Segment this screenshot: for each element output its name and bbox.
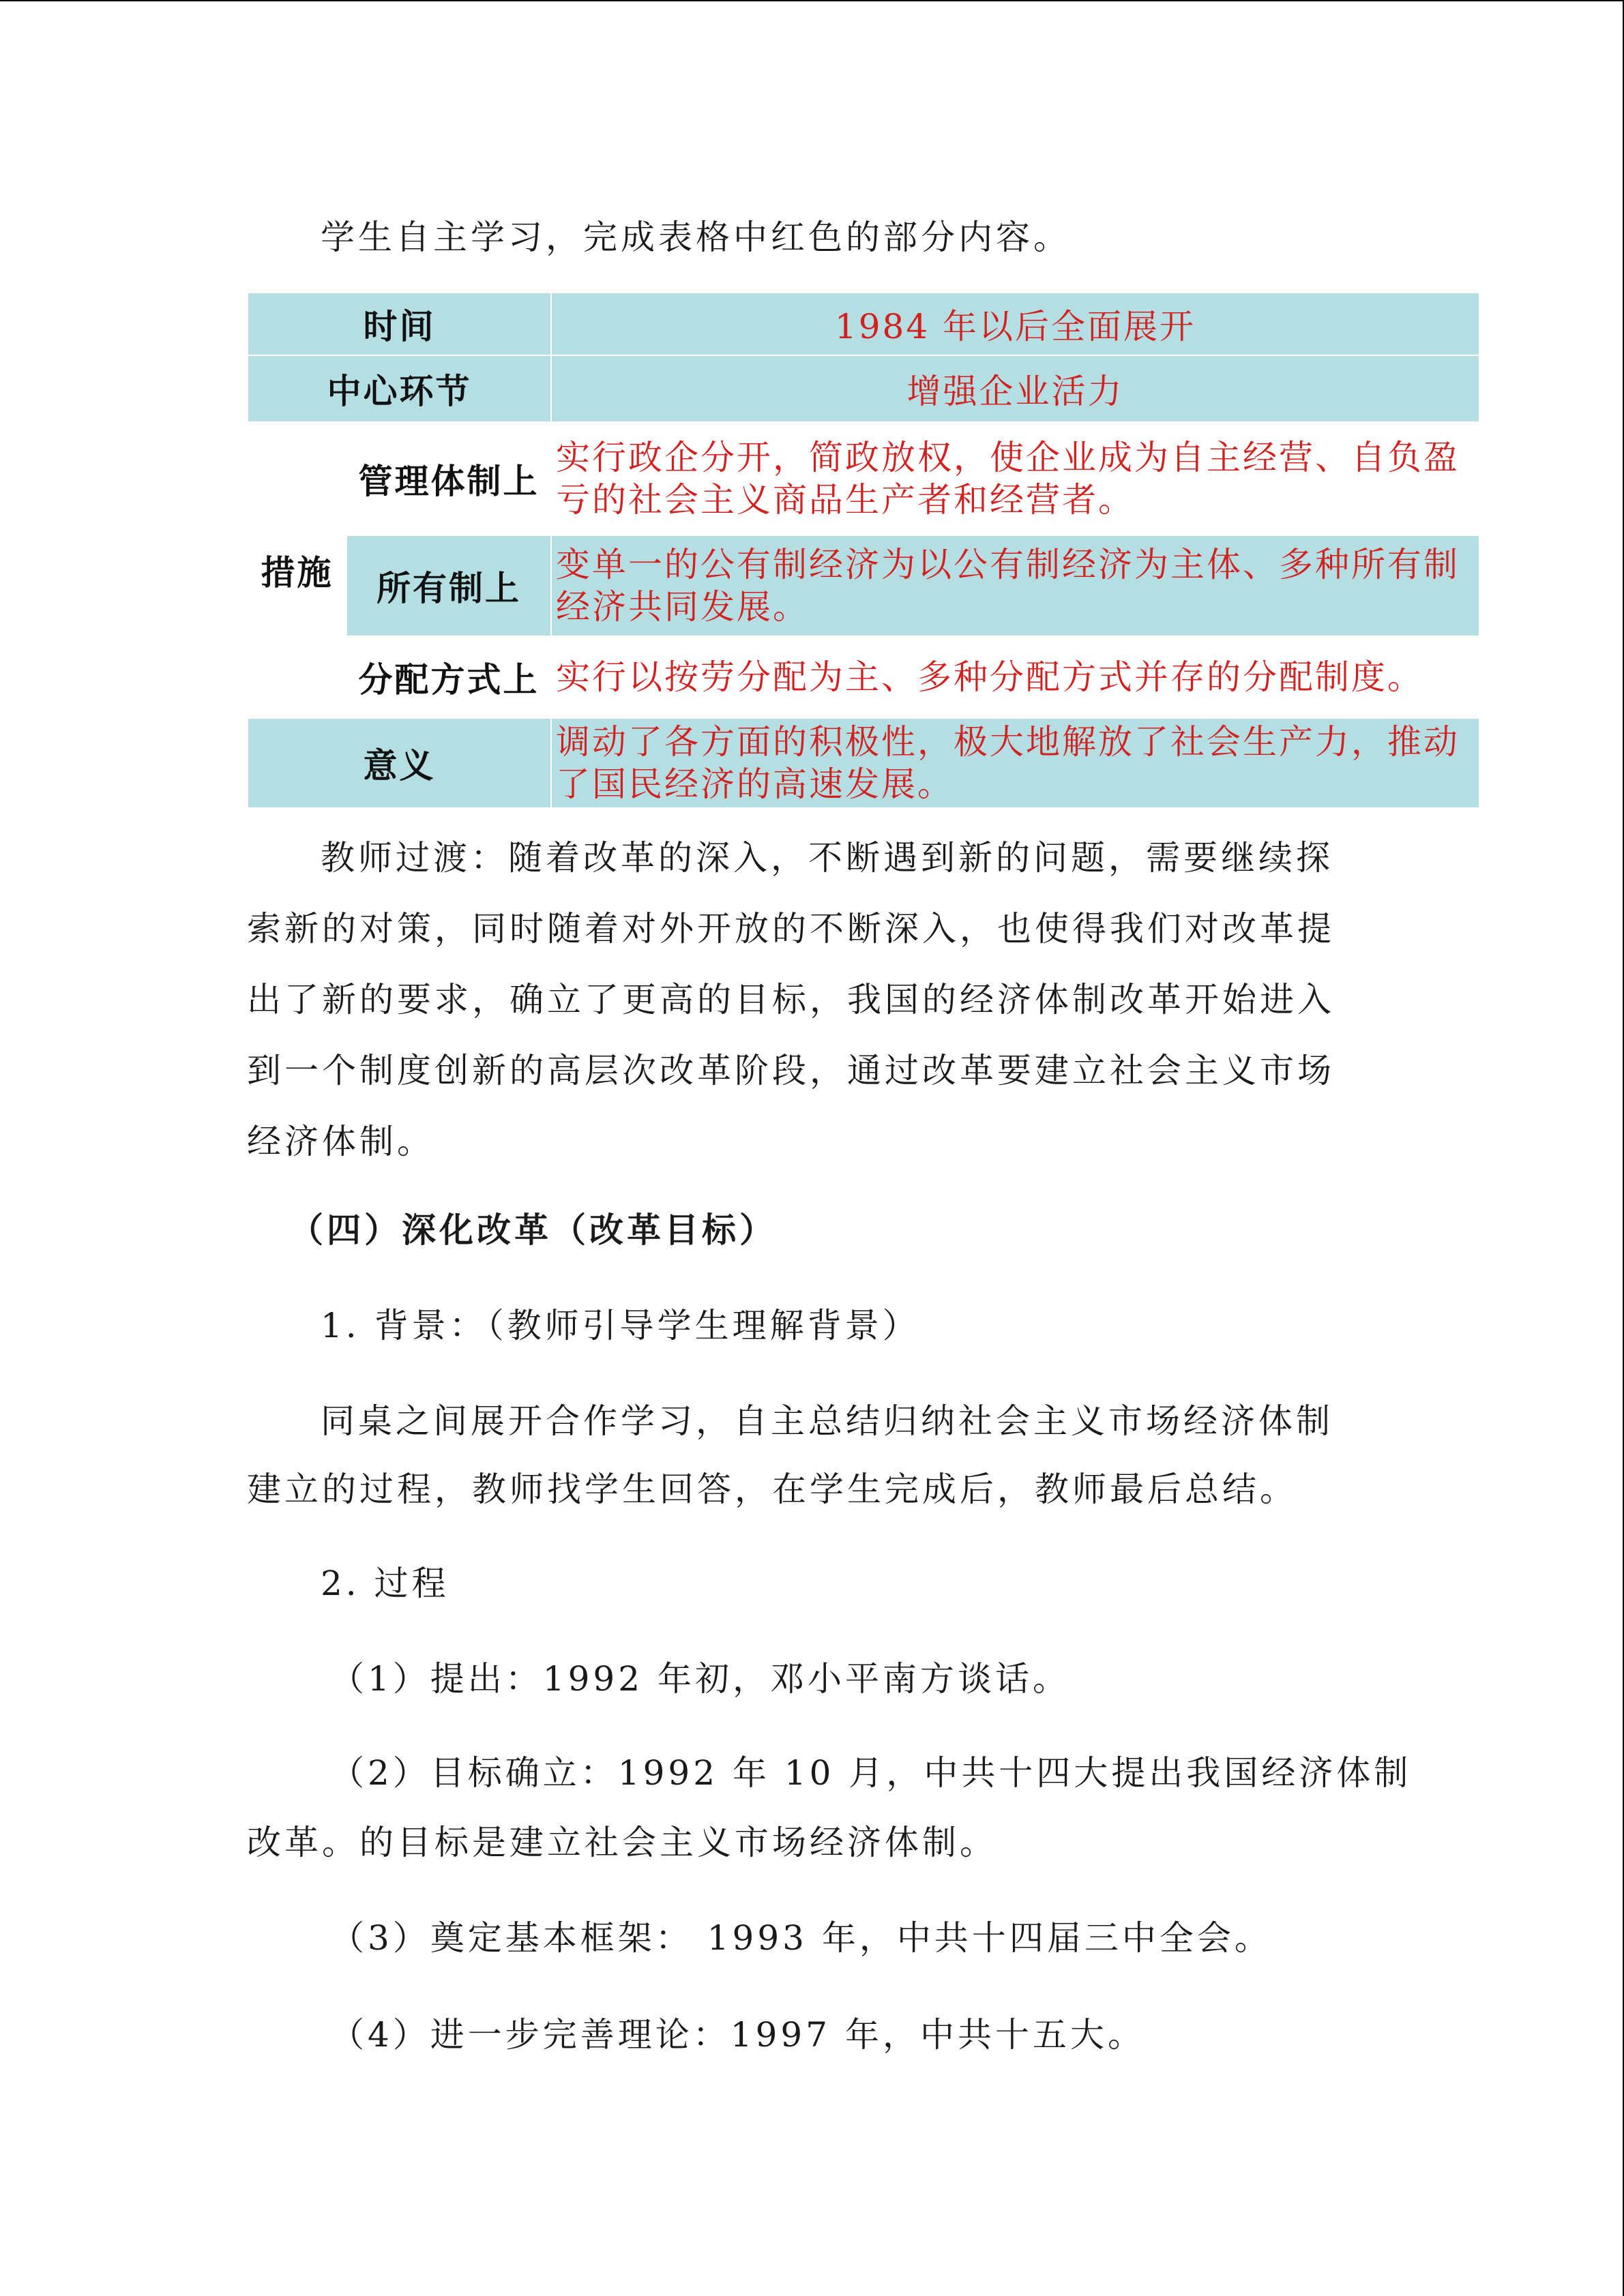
group-study-line: 同桌之间展开合作学习，自主总结归纳社会主义市场经济体制: [321, 1401, 1333, 1441]
time-label: 时间: [248, 293, 551, 355]
management-system-label: 管理体制上: [346, 422, 551, 535]
section-heading: （四）深化改革（改革目标）: [289, 1210, 777, 1250]
distribution-label: 分配方式上: [346, 636, 551, 718]
process-heading: 2. 过程: [321, 1564, 449, 1603]
process-item-1: （1）提出：1992 年初，邓小平南方谈话。: [330, 1659, 1070, 1699]
group-study-line: 建立的过程，教师找学生回答，在学生完成后，教师最后总结。: [247, 1470, 1297, 1509]
meaning-value: 调动了各方面的积极性，极大地解放了社会生产力，推动了国民经济的高速发展。: [551, 718, 1479, 808]
transition-line: 教师过渡：随着改革的深入，不断遇到新的问题，需要继续探: [321, 838, 1333, 878]
process-item-3: （3）奠定基本框架： 1993 年，中共十四届三中全会。: [330, 1918, 1272, 1958]
reform-summary-table: [247, 292, 1480, 809]
meaning-label: 意义: [248, 718, 551, 808]
distribution-value: 实行以按劳分配为主、多种分配方式并存的分配制度。: [551, 636, 1479, 718]
center-link-value: 增强企业活力: [551, 355, 1479, 422]
process-item-2-line: （2）目标确立：1992 年 10 月，中共十四大提出我国经济体制: [330, 1753, 1412, 1793]
ownership-label: 所有制上: [346, 535, 551, 636]
intro-instruction: 学生自主学习，完成表格中红色的部分内容。: [321, 218, 1071, 257]
transition-line: 索新的对策，同时随着对外开放的不断深入，也使得我们对改革提: [247, 909, 1335, 949]
transition-line: 到一个制度创新的高层次改革阶段，通过改革要建立社会主义市场: [247, 1051, 1335, 1090]
process-item-2-line: 改革。的目标是建立社会主义市场经济体制。: [247, 1823, 997, 1862]
time-value: 1984 年以后全面展开: [551, 293, 1479, 355]
measures-label: 措施: [248, 422, 346, 718]
center-link-label: 中心环节: [248, 355, 551, 422]
transition-line: 经济体制。: [247, 1122, 434, 1161]
process-item-4: （4）进一步完善理论：1997 年，中共十五大。: [330, 2015, 1145, 2055]
management-system-value: 实行政企分开，简政放权，使企业成为自主经营、自负盈亏的社会主义商品生产者和经营者。: [551, 422, 1479, 535]
transition-line: 出了新的要求，确立了更高的目标，我国的经济体制改革开始进入: [247, 980, 1335, 1019]
ownership-value: 变单一的公有制经济为以公有制经济为主体、多种所有制经济共同发展。: [551, 535, 1479, 636]
background-heading: 1. 背景：（教师引导学生理解背景）: [321, 1306, 920, 1345]
